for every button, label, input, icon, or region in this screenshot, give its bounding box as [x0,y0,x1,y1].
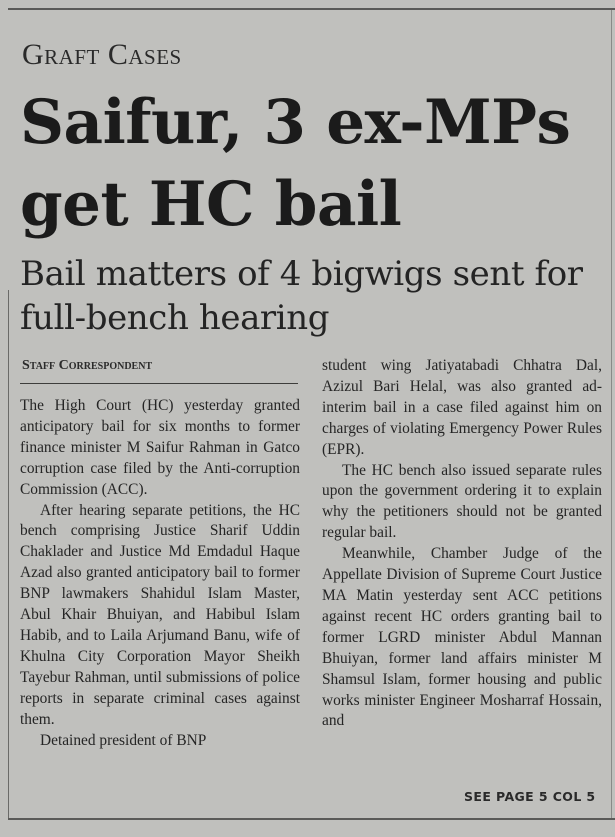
bottom-rule [8,818,615,820]
right-rule [611,10,612,818]
continued-jump-line: SEE PAGE 5 COL 5 [464,789,596,804]
paragraph: Meanwhile, Chamber Judge of the Appellate Division of Supreme Court Justice MA Matin yesterday sent ACC petitions against recent HC orders granting bail to former LGRD minister Abdul Mannan Bhuiyan, former land affairs minister M Shamsul Islam, former housing and public works minister Engineer Mosharraf Hossain, and [322,545,602,730]
byline-rule [20,383,298,384]
kicker: Graft Cases [22,38,182,71]
paragraph: Detained president of BNP [40,731,207,749]
subhead: Bail matters of 4 bigwigs sent for full-bench hearing [20,254,583,338]
paragraph: The HC bench also issued separate rules upon the government ordering it to explain why the petitioners should not be granted regular bail. [322,461,602,542]
paragraph: The High Court (HC) yesterday granted anticipatory bail for six months to former finance minister M Saifur Rahman in Gatco corruption case filed by the Anti-corruption Commission (ACC). [20,397,300,498]
article-column-1 [20,396,300,751]
top-rule [8,8,615,10]
paragraph: After hearing separate petitions, the HC bench comprising Justice Sharif Uddin Chaklader and Justice Md Emdadul Haque Azad also granted anticipatory bail to former BNP lawmakers Shahidul Islam Master, Abul Khair Bhuiyan, and Habibul Islam Habib, and to Laila Arjumand Banu, wife of Khulna City Corporation Mayor Sheikh Tayebur Rahman, until submissions of police reports in separate criminal cases against them. [20,501,300,728]
byline: Staff Correspondent [22,358,153,373]
left-rule [8,290,9,820]
article-column-2 [322,356,602,732]
paragraph: student wing Jatiyatabadi Chhatra Dal, Azizul Bari Helal, was also granted ad-interim bail in a case filed against him on charges of violating Emergency Power Rules (EPR). [322,357,602,458]
headline: Saifur, 3 ex-MPs get HC bail [20,87,571,240]
